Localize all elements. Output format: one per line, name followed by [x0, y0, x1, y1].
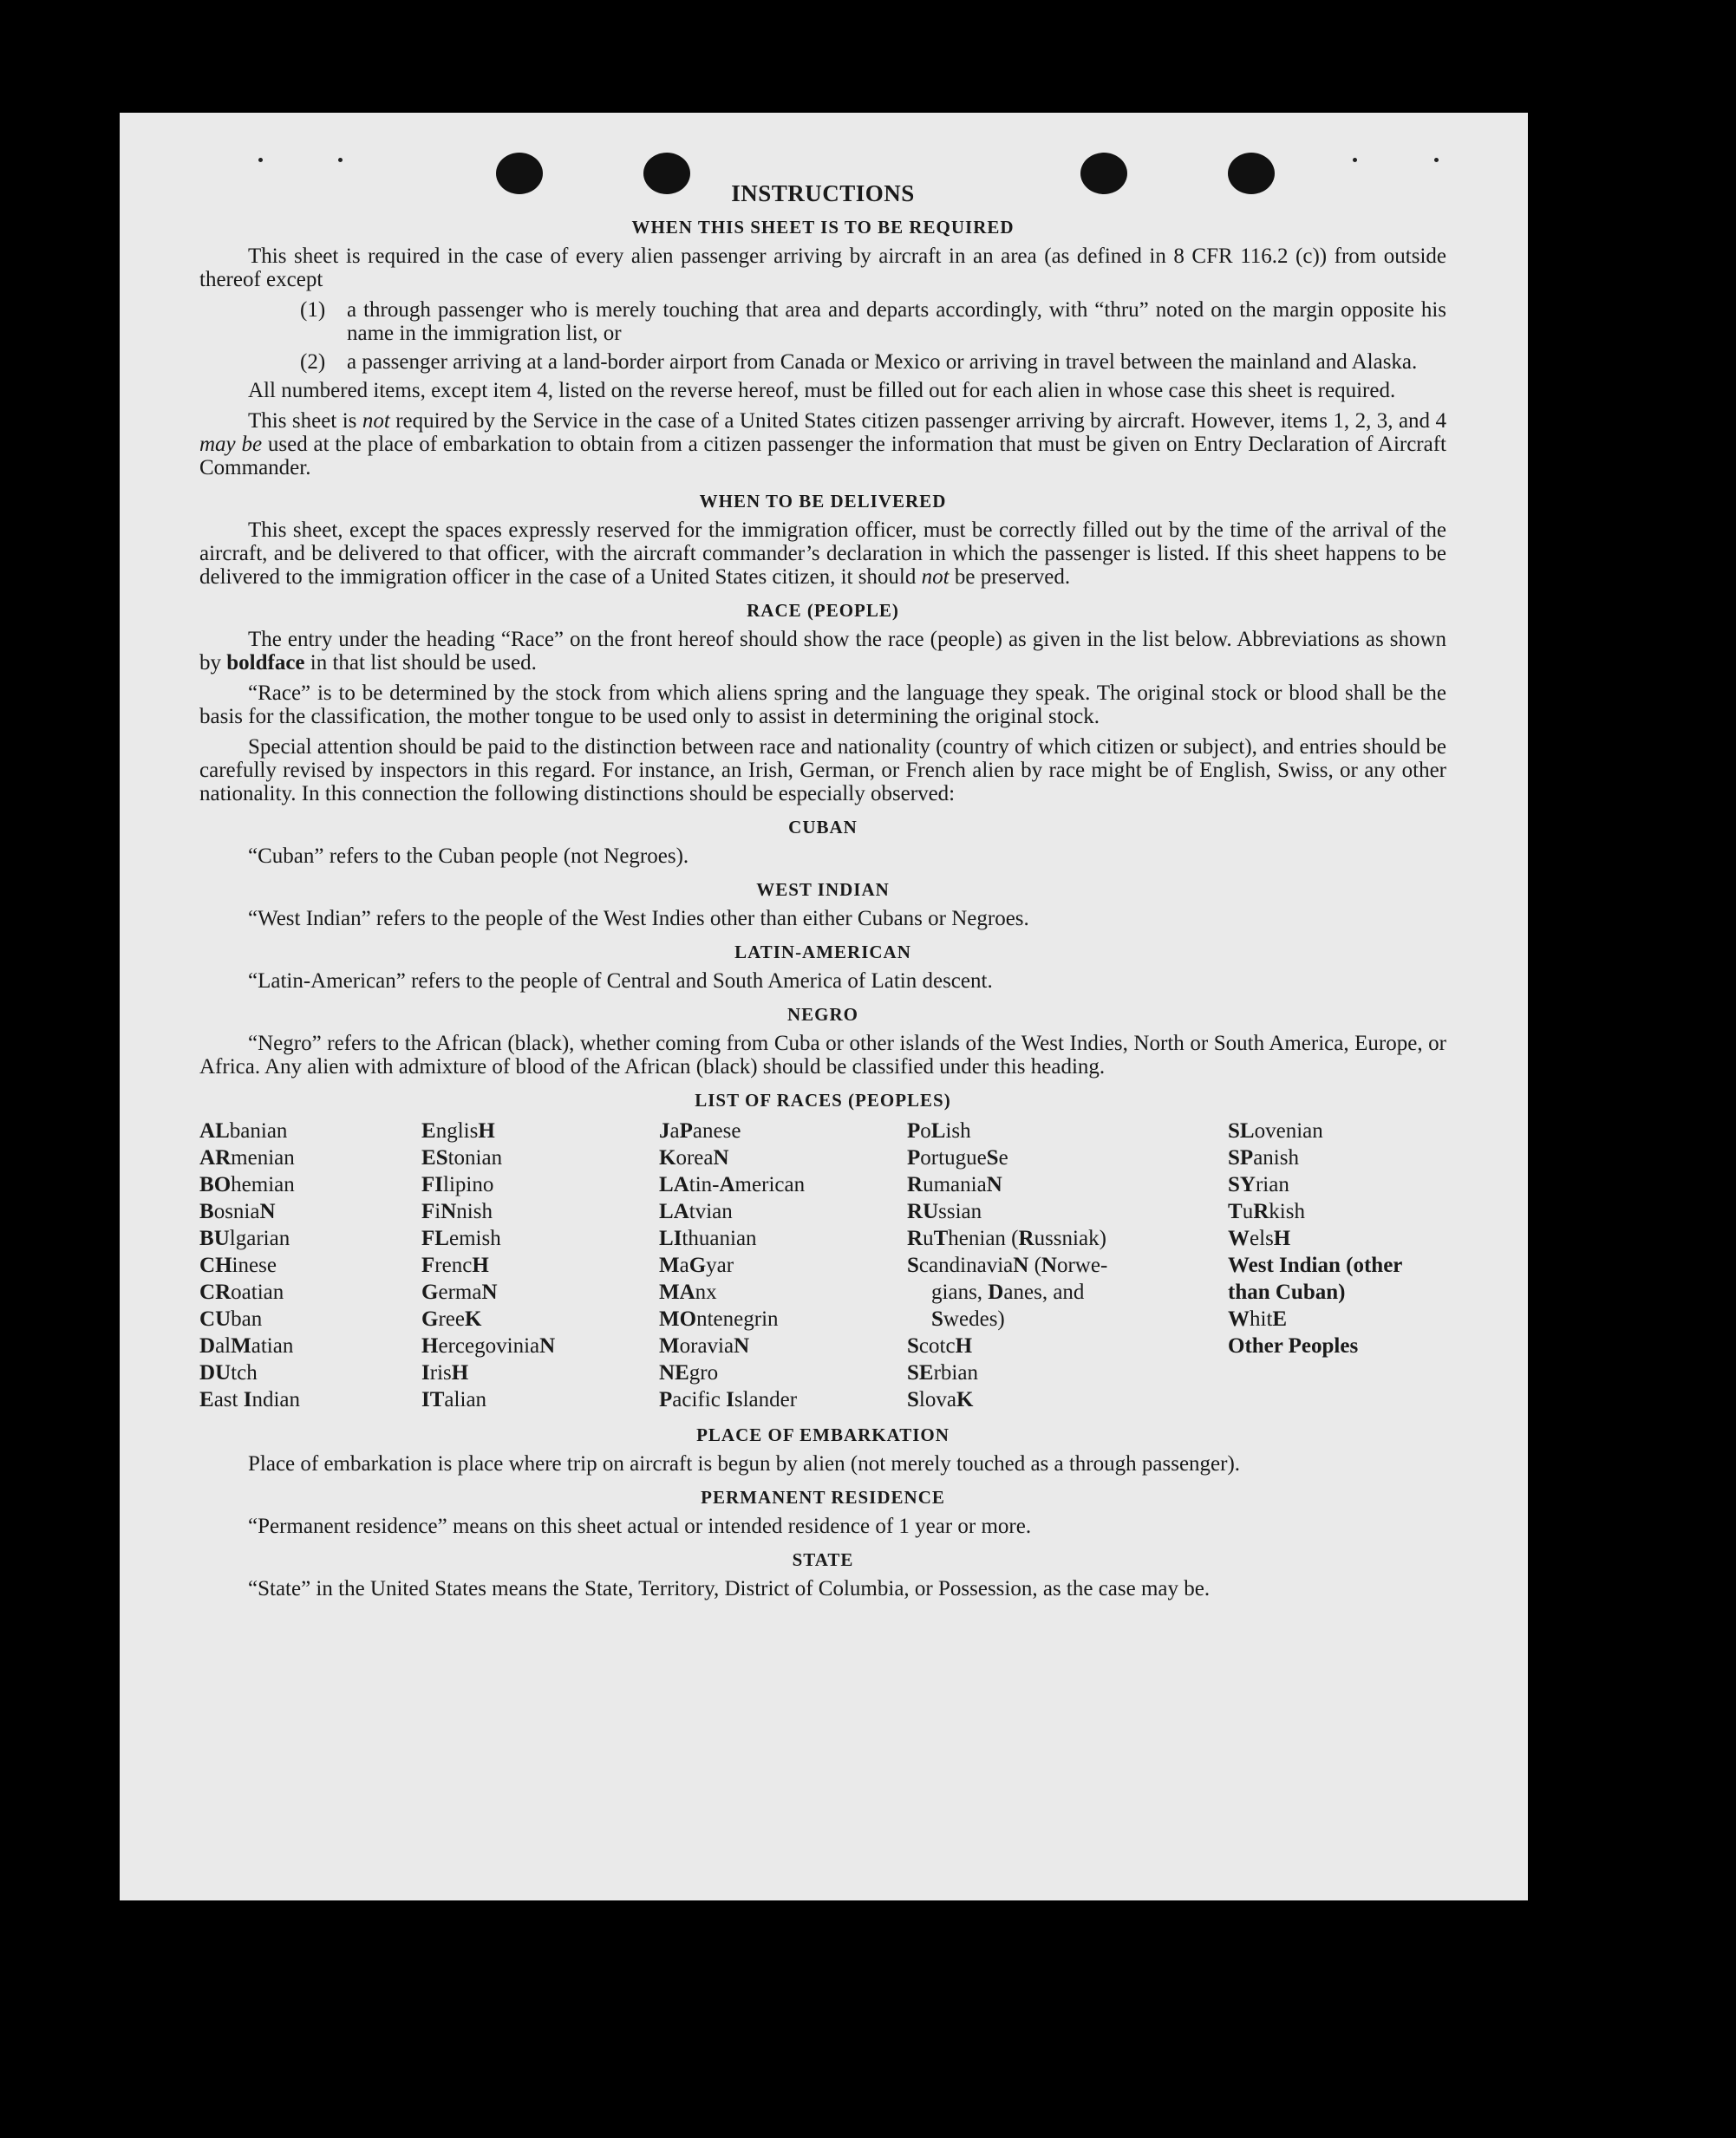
race-item-continued: than Cuban) [1228, 1281, 1346, 1304]
exception-item-2 [300, 350, 1446, 374]
negro-text: “Negro” refers to the African (black), whether coming from Cuba or other islands of the West Indies, North or South America, Europe, or Africa. Any alien with admixture of blood of the African (black) should be classified under this heading. [199, 1032, 1446, 1079]
race-item: ITalian [421, 1388, 487, 1411]
italic-run: not [362, 409, 390, 433]
race-item: Pacific Islander [659, 1388, 798, 1411]
numbered-items-paragraph: All numbered items, except item 4, listed on the reverse hereof, must be filled out for each alien in whose case this sheet is required. [248, 379, 1396, 402]
heading-west-indian: WEST INDIAN [756, 879, 890, 900]
races-column-5 [1228, 1118, 1446, 1413]
item-text: a through passenger who is merely touching that area and departs accordingly, with “thru” noted on the margin opposite his name in the immigration list, or [347, 298, 1446, 345]
race-item: DalMatian [199, 1334, 294, 1358]
race-paragraph-1 [199, 628, 1446, 675]
races-column-2 [421, 1118, 659, 1413]
race-item: ALbanian [199, 1119, 288, 1143]
race-item-continued: gians, Danes, and [931, 1281, 1085, 1304]
races-column-3 [659, 1118, 907, 1413]
delivery-paragraph [199, 518, 1446, 589]
item-number: (1) [300, 298, 326, 322]
heading-latin-american: LATIN-AMERICAN [734, 942, 911, 962]
heading-cuban: CUBAN [788, 817, 858, 838]
bold-run: boldface [226, 651, 305, 675]
race-item: MOntenegrin [659, 1307, 779, 1331]
cuban-text: “Cuban” refers to the Cuban people (not Negroes). [248, 844, 689, 868]
race-paragraph-2: “Race” is to be determined by the stock from which aliens spring and the language they speak. The original stock or blood shall be the basis for the classification, the mother tongue to be used only to assist in determining the original stock. [199, 681, 1446, 728]
document-sheet [120, 113, 1528, 1900]
race-item: CUban [199, 1307, 263, 1331]
race-item: BosniaN [199, 1200, 276, 1223]
residence-text: “Permanent residence” means on this sheet actual or intended residence of 1 year or more. [248, 1515, 1032, 1538]
race-item: SPanish [1228, 1146, 1299, 1170]
race-item: GermaN [421, 1281, 498, 1304]
when-required-intro: This sheet is required in the case of every alien passenger arriving by aircraft in an area (as defined in 8 CFR 116.2 (c)) from outside thereof except [199, 244, 1446, 291]
race-item: LAtvian [659, 1200, 733, 1223]
text-run: This sheet is [248, 409, 362, 433]
text-run: required by the Service in the case of a United States citizen passenger arriving by aircraft. However, items 1, 2, 3, and 4 [389, 409, 1446, 433]
race-item: DUtch [199, 1361, 258, 1385]
race-item: MoraviaN [659, 1334, 750, 1358]
race-item: PortugueSe [907, 1146, 1008, 1170]
race-item: Other Peoples [1228, 1334, 1359, 1358]
race-item: ScotcH [907, 1334, 973, 1358]
race-item: KoreaN [659, 1146, 729, 1170]
race-item: LIthuanian [659, 1227, 757, 1250]
race-item: WhitE [1228, 1307, 1288, 1331]
speck [258, 158, 263, 162]
race-item: West Indian (other [1228, 1254, 1403, 1277]
heading-races-list: LIST OF RACES (PEOPLES) [695, 1090, 951, 1111]
race-item: GreeK [421, 1307, 482, 1331]
race-item: RumaniaN [907, 1173, 1002, 1196]
race-item: NEgro [659, 1361, 719, 1385]
item-text: a passenger arriving at a land-border airport from Canada or Mexico or arriving in travel between the mainland and Alaska. [347, 350, 1418, 374]
race-item: HercegoviniaN [421, 1334, 556, 1358]
speck [1434, 158, 1439, 162]
race-item: BUlgarian [199, 1227, 290, 1250]
citizen-paragraph [199, 409, 1446, 479]
race-item-continued: Swedes) [931, 1307, 1005, 1331]
race-item: SYrian [1228, 1173, 1289, 1196]
instructions-body [199, 182, 1446, 1607]
state-text: “State” in the United States means the State, Territory, District of Columbia, or Possession, as the case may be. [248, 1577, 1211, 1600]
speck [338, 158, 343, 162]
race-item: MaGyar [659, 1254, 734, 1277]
race-item: JaPanese [659, 1119, 741, 1143]
race-item: ARmenian [199, 1146, 295, 1170]
race-item: LAtin-American [659, 1173, 806, 1196]
text-run: be preserved. [949, 565, 1071, 589]
heading-race: RACE (PEOPLE) [747, 600, 899, 621]
race-item: SErbian [907, 1361, 978, 1385]
race-item: FiNnish [421, 1200, 493, 1223]
embarkation-text: Place of embarkation is place where trip on aircraft is begun by alien (not merely touched as a through passenger). [248, 1452, 1241, 1476]
race-item: EnglisH [421, 1119, 495, 1143]
latin-american-text: “Latin-American” refers to the people of Central and South America of Latin descent. [248, 969, 993, 993]
race-item: BOhemian [199, 1173, 295, 1196]
text-run: in that list should be used. [304, 651, 537, 675]
race-item: East Indian [199, 1388, 301, 1411]
text-run: The entry under the heading “Race” on the front hereof should show the race (people) as given in the list below. Abbreviations as shown by [199, 628, 1446, 675]
exception-item-1 [300, 298, 1446, 345]
page-title: INSTRUCTIONS [731, 180, 915, 206]
italic-run: not [921, 565, 950, 589]
race-item: FIlipino [421, 1173, 494, 1196]
race-item: FrencH [421, 1254, 489, 1277]
heading-negro: NEGRO [786, 1004, 858, 1025]
race-item: ScandinaviaN (Norwe- [907, 1254, 1108, 1277]
races-column-1 [199, 1118, 421, 1413]
text-run: This sheet, except the spaces expressly reserved for the immigration officer, must be correctly filled out by the time of the arrival of the aircraft, and be delivered to that officer, with the aircraft commander’s declaration in which the passenger is listed. If this sheet happens to be delivered to the immigration officer in the case of a United States citizen, it should [199, 518, 1446, 589]
heading-residence: PERMANENT RESIDENCE [701, 1487, 945, 1508]
race-item: EStonian [421, 1146, 503, 1170]
race-item: CRoatian [199, 1281, 284, 1304]
race-item: WelsH [1228, 1227, 1291, 1250]
italic-run: may be [199, 433, 263, 456]
race-item: SlovaK [907, 1388, 974, 1411]
heading-state: STATE [792, 1549, 854, 1570]
races-column-4 [907, 1118, 1228, 1413]
race-item: RUssian [907, 1200, 982, 1223]
item-number: (2) [300, 350, 326, 374]
race-item: FLemish [421, 1227, 501, 1250]
race-item: IrisH [421, 1361, 469, 1385]
heading-when-delivered: WHEN TO BE DELIVERED [699, 491, 947, 512]
heading-embarkation: PLACE OF EMBARKATION [696, 1424, 950, 1445]
race-item: TuRkish [1228, 1200, 1305, 1223]
speck [1353, 158, 1357, 162]
races-list [199, 1118, 1446, 1413]
race-item: CHinese [199, 1254, 277, 1277]
heading-when-required: WHEN THIS SHEET IS TO BE REQUIRED [631, 217, 1015, 238]
race-item: PoLish [907, 1119, 971, 1143]
text-run: used at the place of embarkation to obtain from a citizen passenger the information that must be given on Entry Declaration of Aircraft Commander. [199, 433, 1447, 479]
race-item: RuThenian (Russniak) [907, 1227, 1106, 1250]
race-item: SLovenian [1228, 1119, 1323, 1143]
west-indian-text: “West Indian” refers to the people of the West Indies other than either Cubans or Negroes. [248, 907, 1029, 930]
race-item: MAnx [659, 1281, 717, 1304]
race-paragraph-3: Special attention should be paid to the distinction between race and nationality (country of which citizen or subject), and entries should be carefully revised by inspectors in this regard. For instance, an Irish, German, or French alien by race might be of English, Swiss, or any other nationality. In this connection the following distinctions should be especially observed: [199, 735, 1446, 805]
